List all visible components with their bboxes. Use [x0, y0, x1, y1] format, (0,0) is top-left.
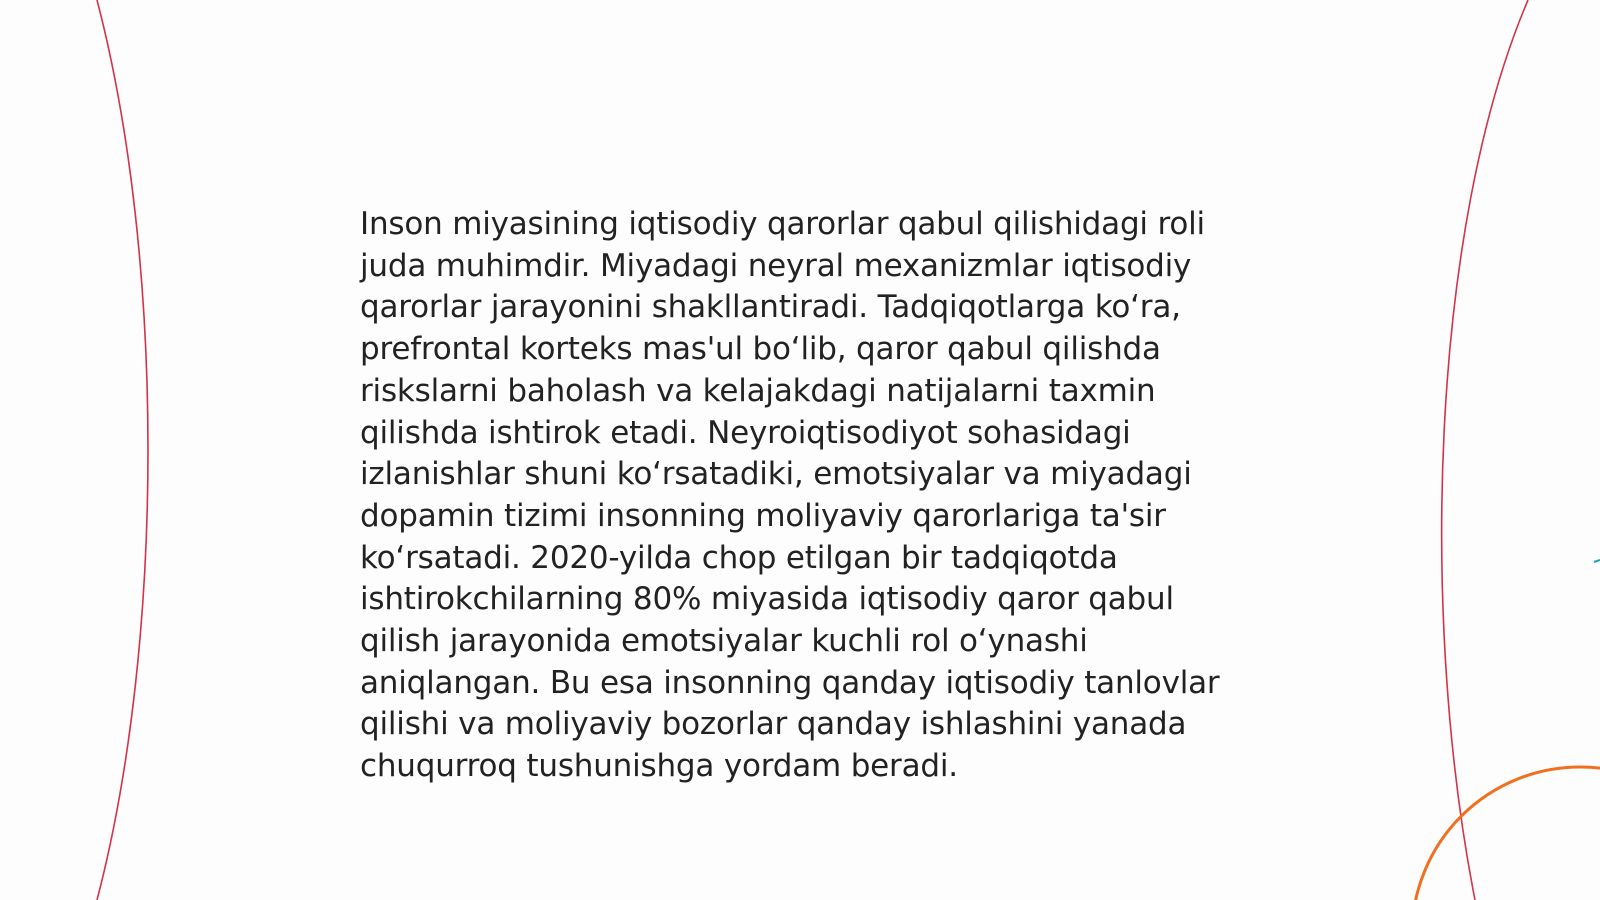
teal-mark — [1594, 560, 1600, 562]
right-curve-line — [1442, 0, 1528, 900]
left-curve-line — [97, 0, 148, 900]
body-paragraph: Inson miyasining iqtisodiy qarorlar qabul qilishidagi roli juda muhimdir. Miyadagi neyral mexanizmlar iqtisodiy qarorlar jarayonini shakllantiradi. Tadqiqotlarga koʻra, prefrontal korteks mas'ul boʻlib, qaror qabul qilishda riskslarni baholash va kelajakdagi natijalarni taxmin qilishda ishtirok etadi. Neyroiqtisodiyot sohasidagi izlanishlar shuni koʻrsatadiki, emotsiyalar va miyadagi dopamin tizimi insonning moliyaviy qarorlariga ta'sir koʻrsatadi. 2020-yilda chop etilgan bir tadqiqotda ishtirokchilarning 80% miyasida iqtisodiy qaror qabul qilish jarayonida emotsiyalar kuchli rol oʻynashi aniqlangan. Bu esa insonning qanday iqtisodiy tanlovlar qilishi va moliyaviy bozorlar qanday ishlashini yanada chuqurroq tushunishga yordam beradi. — [360, 206, 1220, 785]
orange-arc — [1412, 767, 1600, 900]
